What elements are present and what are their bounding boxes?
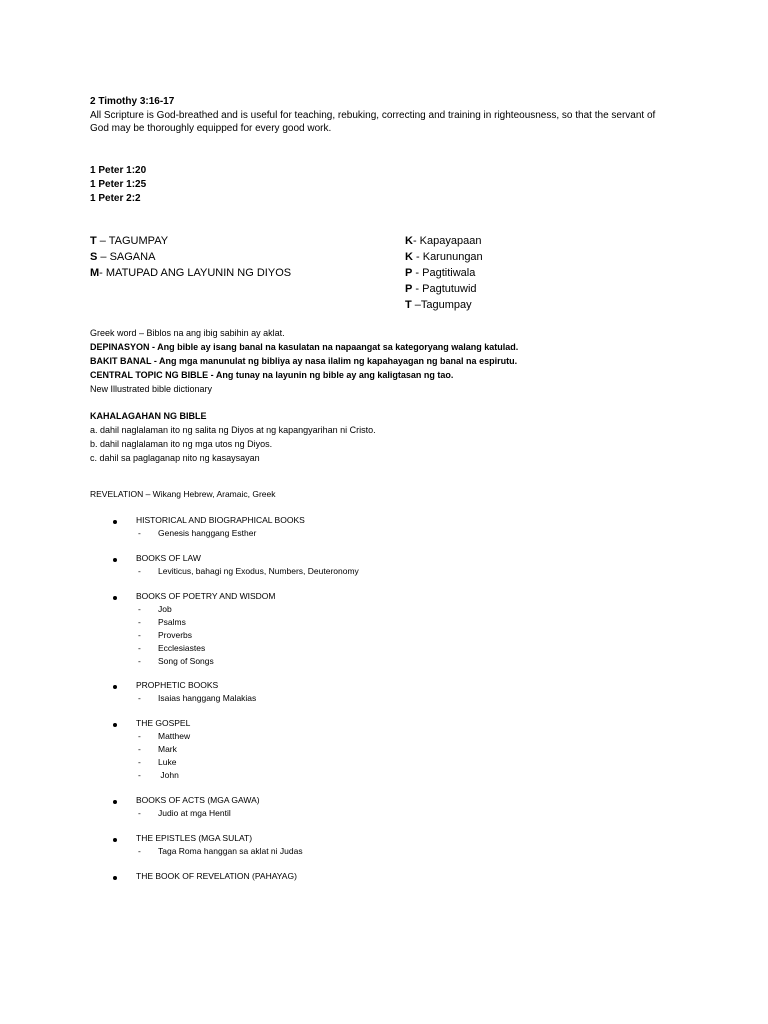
acronym-left-row [90, 233, 168, 249]
acronym-meaning: – SAGANA [97, 251, 156, 263]
book-group-item: Job [158, 604, 172, 614]
acronym-letter: P [405, 283, 413, 295]
acronym-left-row [90, 249, 155, 265]
bullet-icon [113, 838, 117, 842]
acronym-meaning: - MATUPAD ANG LAYUNIN NG DIYOS [99, 267, 292, 279]
bullet-icon [113, 558, 117, 562]
acronym-letter: K [405, 251, 413, 263]
bullet-icon [113, 685, 117, 689]
acronym-meaning: –Tagumpay [411, 299, 472, 311]
dash-icon: - [138, 757, 141, 767]
acronym-letter: P [405, 267, 413, 279]
bakit-banal-line: BAKIT BANAL - Ang mga manunulat ng bibliya ay nasa ilalim ng kapahayagan ng banal na espirutu. [90, 356, 518, 366]
central-topic-line: CENTRAL TOPIC NG BIBLE - Ang tunay na layunin ng bible ay ang kaligtasan ng tao. [90, 370, 454, 380]
acronym-right-row [405, 281, 477, 297]
book-group-title: THE GOSPEL [136, 718, 191, 728]
bullet-icon [113, 876, 117, 880]
kahalagahan-item-b: b. dahil naglalaman ito ng mga utos ng Diyos. [90, 439, 273, 449]
book-group-item: Luke [158, 757, 177, 767]
dash-icon: - [138, 770, 141, 780]
greek-word-line: Greek word – Biblos na ang ibig sabihin ay aklat. [90, 328, 285, 338]
book-group-item: Song of Songs [158, 656, 214, 666]
acronym-meaning: - Pagtitiwala [412, 267, 476, 279]
dash-icon: - [138, 566, 141, 576]
book-group-title: BOOKS OF LAW [136, 553, 201, 563]
dash-icon: - [138, 528, 141, 538]
book-group-item: Judio at mga Hentil [158, 808, 231, 818]
acronym-meaning: - Pagtutuwid [412, 283, 477, 295]
acronym-right-row [405, 297, 472, 313]
book-group-item: Isaias hanggang Malakias [158, 693, 257, 703]
book-group-item: Taga Roma hanggan sa aklat ni Judas [158, 846, 303, 856]
dash-icon: - [138, 656, 141, 666]
acronym-meaning: - Kapayapaan [412, 235, 482, 247]
book-group-title: THE EPISTLES (MGA SULAT) [136, 833, 253, 843]
acronym-right-row [405, 233, 481, 249]
dash-icon: - [138, 744, 141, 754]
kahalagahan-item-a: a. dahil naglalaman ito ng salita ng Diyos at ng kapangyarihan ni Cristo. [90, 425, 376, 435]
bullet-icon [113, 596, 117, 600]
book-group-title: PROPHETIC BOOKS [136, 680, 219, 690]
acronym-right-row [405, 265, 475, 281]
acronym-letter: S [90, 251, 98, 263]
dictionary-source: New Illustrated bible dictionary [90, 384, 213, 394]
book-group-item: John [158, 770, 179, 780]
book-group-title: BOOKS OF ACTS (MGA GAWA) [136, 795, 260, 805]
acronym-right-row [405, 249, 483, 265]
acronym-left-row [90, 265, 291, 281]
bullet-icon [113, 723, 117, 727]
peter-reference-2: 1 Peter 1:25 [90, 179, 147, 190]
book-group-title: THE BOOK OF REVELATION (PAHAYAG) [136, 871, 297, 881]
timothy-reference: 2 Timothy 3:16-17 [90, 96, 175, 107]
revelation-line: REVELATION – Wikang Hebrew, Aramaic, Greek [90, 489, 276, 499]
book-group-item: Matthew [158, 731, 191, 741]
peter-reference-1: 1 Peter 1:20 [90, 165, 147, 176]
book-group-item: Psalms [158, 617, 186, 627]
acronym-meaning: – TAGUMPAY [96, 235, 169, 247]
bullet-icon [113, 800, 117, 804]
peter-reference-3: 1 Peter 2:2 [90, 193, 141, 204]
book-group-item: Mark [158, 744, 177, 754]
book-group-title: BOOKS OF POETRY AND WISDOM [136, 591, 276, 601]
book-group-item: Genesis hanggang Esther [158, 528, 257, 538]
depinasyon-line: DEPINASYON - Ang bible ay isang banal na kasulatan na napaangat sa kategoryang walang katulad. [90, 342, 519, 352]
bullet-icon [113, 520, 117, 524]
acronym-letter: T [405, 299, 412, 311]
kahalagahan-item-c: c. dahil sa paglaganap nito ng kasaysayan [90, 453, 260, 463]
book-group-item: Ecclesiastes [158, 643, 206, 653]
acronym-letter: K [405, 235, 413, 247]
dash-icon: - [138, 846, 141, 856]
dash-icon: - [138, 604, 141, 614]
book-group-item: Proverbs [158, 630, 193, 640]
dash-icon: - [138, 617, 141, 627]
kahalagahan-heading: KAHALAGAHAN NG BIBLE [90, 411, 207, 421]
book-group-title: HISTORICAL AND BIOGRAPHICAL BOOKS [136, 515, 305, 525]
acronym-letter: M [90, 267, 100, 279]
dash-icon: - [138, 808, 141, 818]
acronym-meaning: - Karunungan [412, 251, 483, 263]
dash-icon: - [138, 693, 141, 703]
timothy-verse-text: All Scripture is God-breathed and is useful for teaching, rebuking, correcting and training in righteousness, so that the servant of God may be thoroughly equipped for every good work. [90, 110, 656, 134]
acronym-letter: T [90, 235, 97, 247]
dash-icon: - [138, 731, 141, 741]
dash-icon: - [138, 630, 141, 640]
dash-icon: - [138, 643, 141, 653]
book-group-item: Leviticus, bahagi ng Exodus, Numbers, Deuteronomy [158, 566, 359, 576]
